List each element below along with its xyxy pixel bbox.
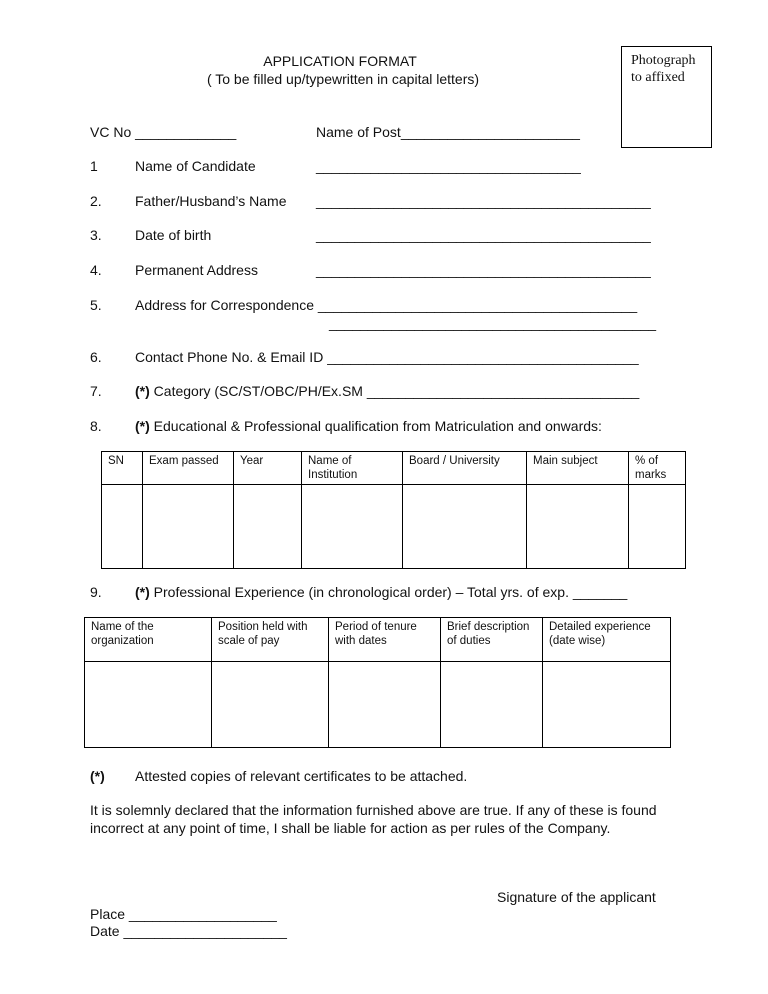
table-header-row — [102, 452, 686, 485]
experience-table — [84, 617, 671, 748]
vc-no-field[interactable]: VC No _____________ — [90, 124, 237, 140]
date-of-birth-field[interactable]: ___________________________________________ — [316, 227, 651, 243]
table-header-row — [85, 618, 671, 662]
column-header: Position held with scale of pay — [212, 618, 329, 662]
education-heading: (*) Educational & Professional qualification from Matriculation and onwards: — [135, 418, 602, 434]
category-field[interactable]: (*) Category (SC/ST/OBC/PH/Ex.SM ___________________________________ — [135, 383, 640, 399]
permanent-address-field[interactable]: ___________________________________________ — [316, 262, 651, 278]
table-row — [102, 485, 686, 569]
table-cell[interactable] — [143, 485, 234, 569]
date-of-birth-label: Date of birth — [135, 227, 212, 243]
column-header: Name of the organization — [85, 618, 212, 662]
column-header: Detailed experience (date wise) — [543, 618, 671, 662]
field-number: 4. — [90, 262, 102, 278]
column-header: Year — [234, 452, 302, 485]
table-cell[interactable] — [302, 485, 403, 569]
column-header: Name of Institution — [302, 452, 403, 485]
field-number: 5. — [90, 297, 102, 313]
table-cell[interactable] — [403, 485, 527, 569]
field-number: 9. — [90, 584, 102, 600]
place-field[interactable]: Place ___________________ — [90, 906, 277, 922]
education-table — [101, 451, 686, 569]
candidate-name-field[interactable]: __________________________________ — [316, 158, 581, 174]
field-number: 2. — [90, 193, 102, 209]
permanent-address-label: Permanent Address — [135, 262, 258, 278]
table-cell[interactable] — [629, 485, 686, 569]
father-husband-name-field[interactable]: ___________________________________________ — [316, 193, 651, 209]
candidate-name-label: Name of Candidate — [135, 158, 256, 174]
required-marker: (*) — [90, 768, 105, 784]
table-cell[interactable] — [329, 662, 441, 748]
column-header: Period of tenure with dates — [329, 618, 441, 662]
field-number: 1 — [90, 158, 98, 174]
field-number: 7. — [90, 383, 102, 399]
column-header: % of marks — [629, 452, 686, 485]
required-marker: (*) — [135, 584, 150, 600]
declaration-line: incorrect at any point of time, I shall be liable for action as per rules of the Company. — [90, 820, 611, 836]
table-cell[interactable] — [441, 662, 543, 748]
column-header: Brief description of duties — [441, 618, 543, 662]
correspondence-address-line2[interactable]: __________________________________________ — [329, 315, 657, 331]
table-row — [85, 662, 671, 748]
table-cell[interactable] — [527, 485, 629, 569]
column-header: SN — [102, 452, 143, 485]
table-cell[interactable] — [234, 485, 302, 569]
field-number: 3. — [90, 227, 102, 243]
date-field[interactable]: Date _____________________ — [90, 923, 287, 939]
contact-phone-email-field[interactable]: Contact Phone No. & Email ID ________________________________________ — [135, 349, 639, 365]
form-subtitle: ( To be filled up/typewritten in capital letters) — [206, 71, 480, 87]
required-marker: (*) — [135, 418, 150, 434]
field-number: 6. — [90, 349, 102, 365]
table-cell[interactable] — [543, 662, 671, 748]
form-title: APPLICATION FORMAT — [263, 53, 417, 69]
declaration-line: It is solemnly declared that the information furnished above are true. If any of these is found — [90, 802, 657, 818]
column-header: Main subject — [527, 452, 629, 485]
name-of-post-field[interactable]: Name of Post_______________________ — [316, 124, 580, 140]
attachment-note: Attested copies of relevant certificates to be attached. — [135, 768, 468, 784]
correspondence-address-field[interactable]: Address for Correspondence _________________________________________ — [135, 297, 638, 313]
signature-label: Signature of the applicant — [497, 889, 656, 905]
table-cell[interactable] — [102, 485, 143, 569]
field-number: 8. — [90, 418, 102, 434]
father-husband-name-label: Father/Husband’s Name — [135, 193, 287, 209]
photograph-box[interactable] — [621, 46, 712, 148]
column-header: Board / University — [403, 452, 527, 485]
photograph-label: Photograph to affixed — [631, 53, 696, 85]
table-cell[interactable] — [212, 662, 329, 748]
table-cell[interactable] — [85, 662, 212, 748]
column-header: Exam passed — [143, 452, 234, 485]
experience-heading[interactable]: (*) Professional Experience (in chronological order) – Total yrs. of exp. _______ — [135, 584, 628, 600]
required-marker: (*) — [135, 383, 150, 399]
